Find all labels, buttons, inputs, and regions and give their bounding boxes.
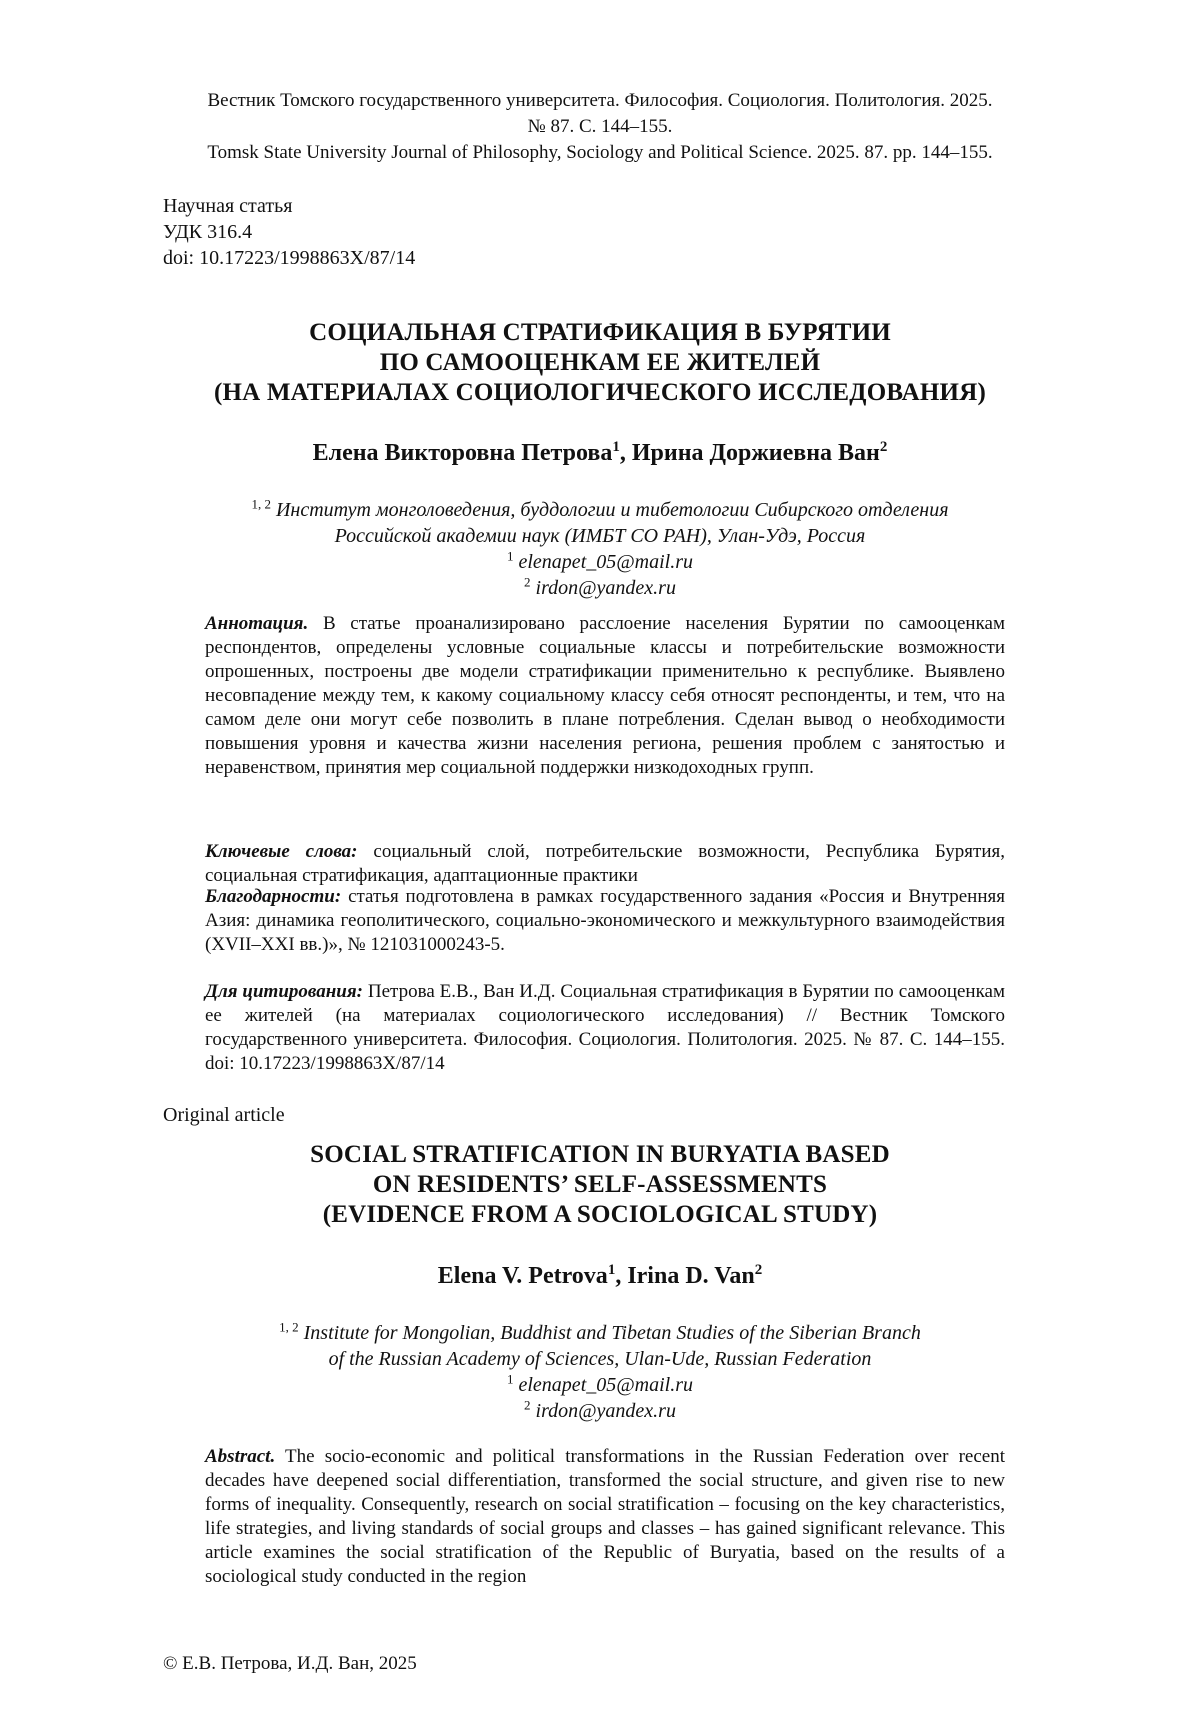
abstract-label: Abstract.: [205, 1446, 276, 1467]
acknowledgements: [205, 885, 1005, 957]
authors-ru: [150, 438, 1050, 468]
article-meta: [163, 193, 415, 271]
keywords-label: Ключевые слова:: [205, 841, 358, 862]
author-name: Ирина Доржиевна Ван: [631, 440, 880, 466]
affil-ref: 1, 2: [251, 496, 271, 512]
affiliation-ru: [150, 497, 1050, 601]
author-affil-ref: 1: [612, 439, 620, 455]
email-ref: 2: [524, 1397, 531, 1413]
udc-code: УДК 316.4: [163, 221, 253, 243]
title-en-line: ON RESIDENTS’ SELF-ASSESSMENTS: [372, 1171, 828, 1198]
email-ref: 2: [524, 574, 531, 590]
title-en: [150, 1140, 1050, 1230]
article-type-en: Original article: [163, 1104, 285, 1126]
affil-ref: 1, 2: [279, 1319, 299, 1335]
abstract-label: Аннотация.: [205, 613, 309, 634]
copyright: © Е.В. Петрова, И.Д. Ван, 2025: [163, 1653, 417, 1674]
author-affil-ref: 1: [607, 1262, 616, 1278]
author-separator: ,: [619, 440, 632, 466]
title-ru-line: ПО САМООЦЕНКАМ ЕЕ ЖИТЕЛЕЙ: [379, 349, 821, 376]
article-type-ru: Научная статья: [163, 195, 293, 217]
abstract-ru: [205, 612, 1005, 780]
keywords-ru: [205, 840, 1005, 888]
acknowledgements-label: Благодарности:: [205, 886, 342, 907]
affil-line: Институт монголоведения, буддологии и тибетологии Сибирского отделения: [275, 499, 949, 521]
author-name: Irina D. Van: [627, 1263, 755, 1289]
authors-en: [150, 1261, 1050, 1291]
acknowledgements-text: статья подготовлена в рамках государственного задания «Россия и Внутренняя Азия: динамика геополитического, социально-экономического и межкультурного взаимодействия (XVII–XXI вв.)», № 121031000243-5.: [205, 886, 1005, 955]
title-en-line: SOCIAL STRATIFICATION IN BURYATIA BASED: [310, 1141, 890, 1168]
title-ru: [150, 318, 1050, 408]
doi: doi: 10.17223/1998863X/87/14: [163, 247, 416, 269]
journal-header-en: Tomsk State University Journal of Philosophy, Sociology and Political Science. 2025. 87. pp. 144–155.: [207, 142, 993, 163]
title-ru-line: СОЦИАЛЬНАЯ СТРАТИФИКАЦИЯ В БУРЯТИИ: [309, 319, 891, 346]
author-affil-ref: 2: [879, 439, 888, 455]
email-ref: 1: [507, 548, 514, 564]
keywords-text: социальный слой, потребительские возможности, Республика Бурятия, социальная стратификация, адаптационные практики: [205, 841, 1006, 886]
journal-header-issue: № 87. С. 144–155.: [527, 116, 673, 137]
affil-line: of the Russian Academy of Sciences, Ulan-Ude, Russian Federation: [328, 1348, 872, 1370]
author-email[interactable]: elenapet_05@mail.ru: [518, 551, 693, 573]
affil-line: Российской академии наук (ИМБТ СО РАН), Улан-Удэ, Россия: [334, 525, 866, 547]
affil-line: Institute for Mongolian, Buddhist and Tibetan Studies of the Siberian Branch: [303, 1322, 921, 1344]
title-ru-line: (НА МАТЕРИАЛАХ СОЦИОЛОГИЧЕСКОГО ИССЛЕДОВАНИЯ): [214, 379, 986, 406]
author-name: Elena V. Petrova: [437, 1263, 608, 1289]
author-email[interactable]: irdon@yandex.ru: [535, 577, 676, 599]
author-email[interactable]: irdon@yandex.ru: [535, 1400, 676, 1422]
journal-header-ru: Вестник Томского государственного университета. Философия. Социология. Политология. 2025.: [207, 90, 993, 111]
journal-header: [150, 88, 1050, 166]
author-name: Елена Викторовна Петрова: [312, 440, 613, 466]
email-ref: 1: [507, 1371, 514, 1387]
author-email[interactable]: elenapet_05@mail.ru: [518, 1374, 693, 1396]
title-en-line: (EVIDENCE FROM A SOCIOLOGICAL STUDY): [322, 1201, 878, 1228]
author-separator: ,: [615, 1263, 628, 1289]
affiliation-en: [150, 1320, 1050, 1424]
citation: [205, 980, 1005, 1076]
citation-text: Петрова Е.В., Ван И.Д. Социальная стратификация в Бурятии по самооценкам ее жителей (на материалах социологического исследования) // Вестник Томского государственного университета. Философия. Социология. Политология. 2025. № 87. С. 144–155. doi: 10.17223/1998863X/87/14: [205, 981, 1006, 1074]
abstract-text: The socio-economic and political transformations in the Russian Federation over recent decades have deepened social differentiation, transformed the social structure, and given rise to new forms of inequality. Consequently, research on social stratification – focusing on the key characteristics, life strategies, and living standards of social groups and classes – has gained significant relevance. This article examines the social stratification of the Republic of Buryatia, based on the results of a sociological study conducted in the region: [205, 1446, 1005, 1587]
abstract-text: В статье проанализировано расслоение населения Бурятии по самооценкам респондентов, определены условные социальные классы и потребительские возможности опрошенных, построены две модели стратификации применительно к республике. Выявлено несовпадение между тем, к какому социальному классу себя относят респонденты, и тем, что на самом деле они могут себе позволить в плане потребления. Сделан вывод о необходимости повышения уровня и качества жизни населения региона, решения проблем с занятостью и неравенством, принятия мер социальной поддержки низкодоходных групп.: [205, 613, 1005, 778]
author-affil-ref: 2: [754, 1262, 763, 1278]
citation-label: Для цитирования:: [205, 981, 363, 1002]
abstract-en: [205, 1445, 1005, 1589]
